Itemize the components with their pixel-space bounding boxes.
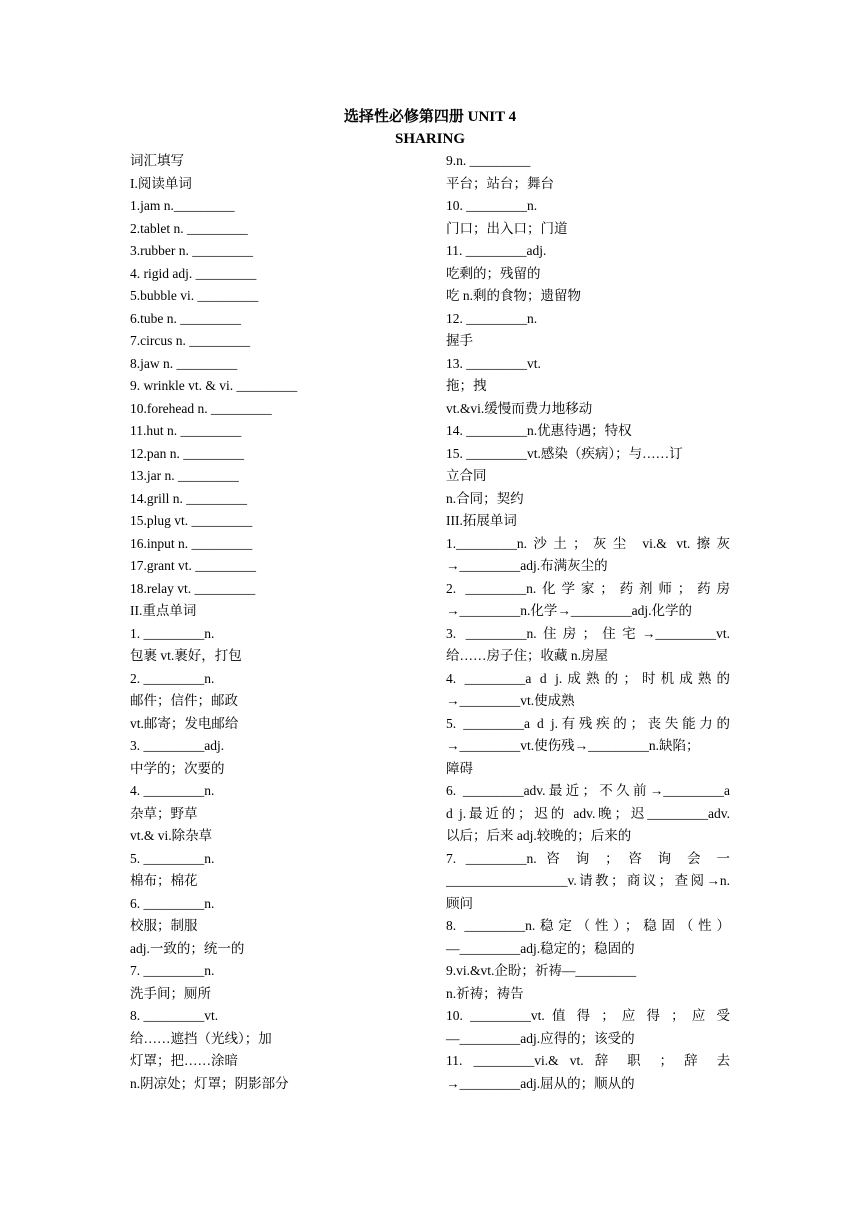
right-line: 8. _________n.稳定（性）；稳固（性）	[446, 918, 730, 933]
left-line: 7. _________n.	[130, 963, 215, 978]
right-line: →_________vt.使成熟	[446, 693, 575, 708]
right-line: 9.vi.&vt.企盼；祈祷—_________	[446, 963, 637, 978]
left-line: 1.jam n._________	[130, 198, 235, 213]
right-line: 顾问	[446, 895, 473, 911]
left-line: 14.grill n. _________	[130, 490, 247, 506]
right-line: —_________adj.稳定的；稳固的	[446, 940, 635, 956]
right-line: 门口；出入口；门道	[446, 220, 568, 236]
right-line: →_________n.化学→_________adj.化学的	[446, 603, 692, 618]
left-line: 给……遮挡（光线）；加	[130, 1030, 272, 1046]
right-line: 13. _________vt.	[446, 355, 541, 371]
left-line: 包裹 vt.裹好，打包	[130, 648, 242, 663]
left-line: 16.input n. _________	[130, 535, 253, 551]
right-line: III.拓展单词	[446, 513, 517, 528]
left-line: 中学的；次要的	[130, 760, 225, 776]
right-line: 吃 n.剩的食物；遗留物	[446, 288, 581, 303]
right-line: 10. _________n.	[446, 198, 538, 213]
right-line: 立合同	[446, 468, 487, 483]
right-line: →_________adj.布满灰尘的	[446, 558, 608, 573]
right-line: 5. _________a d j.有残疾的；丧失能力的	[446, 715, 730, 731]
left-line: 8.jaw n. _________	[130, 355, 238, 371]
left-line: 17.grant vt. _________	[130, 558, 256, 573]
right-line: 7. _________n. 咨 询 ； 咨 询 会 一	[446, 850, 730, 866]
right-line: 3. _________n.住房；住宅→_________vt.	[446, 625, 730, 641]
right-line: 4. _________a d j.成熟的；时机成熟的	[446, 670, 730, 686]
right-line: —_________adj.应得的；该受的	[446, 1030, 635, 1046]
left-line: I.阅读单词	[130, 175, 192, 191]
right-line: →_________vt.使伤残→_________n.缺陷；	[446, 738, 700, 753]
left-line: 6.tube n. _________	[130, 310, 241, 326]
left-line: 3. _________adj.	[130, 738, 225, 753]
right-line: 11. _________vi.& vt. 辞 职 ； 辞 去	[446, 1053, 730, 1068]
left-line: 杂草；野草	[130, 805, 198, 821]
left-line: adj.一致的；统一的	[130, 940, 245, 956]
left-line: 2. _________n.	[130, 670, 215, 686]
left-line: 校服；制服	[130, 918, 198, 933]
right-line: 10. _________vt. 值 得 ； 应 得 ； 应 受	[446, 1008, 730, 1023]
right-line: 9.n. _________	[446, 153, 531, 168]
right-line: __________________v.请教；商议；查阅→n.	[446, 873, 730, 888]
right-line: →_________adj.屈从的；顺从的	[446, 1075, 635, 1091]
left-line: 7.circus n. _________	[130, 333, 250, 348]
left-line: 2.tablet n. _________	[130, 220, 248, 236]
document-subtitle: SHARING	[394, 131, 465, 147]
left-line: 6. _________n.	[130, 895, 215, 911]
left-line: 5. _________n.	[130, 850, 215, 866]
left-column	[130, 150, 430, 1095]
left-line: 3.rubber n. _________	[130, 243, 253, 258]
right-line: 12. _________n.	[446, 310, 538, 326]
left-line: II.重点单词	[130, 603, 197, 618]
left-line: 灯罩；把……涂暗	[130, 1053, 238, 1068]
left-line: vt.邮寄；发电邮给	[130, 715, 239, 731]
right-line: 14. _________n.优惠待遇；特权	[446, 423, 632, 438]
left-line: n.阴凉处；灯罩；阴影部分	[130, 1075, 289, 1091]
document-title: 选择性必修第四册 UNIT 4	[343, 109, 517, 125]
right-line: n.祈祷；祷告	[446, 985, 524, 1001]
right-line: 握手	[446, 333, 473, 348]
right-line: 拖；拽	[446, 378, 487, 393]
right-line: 11. _________adj.	[446, 243, 547, 258]
left-line: 邮件；信件；邮政	[130, 693, 238, 708]
left-line: 词汇填写	[130, 153, 184, 168]
right-line: 以后；后来 adj.较晚的；后来的	[446, 828, 632, 843]
left-line: 12.pan n. _________	[130, 445, 244, 461]
left-line: 11.hut n. _________	[130, 423, 242, 438]
left-line: 1. _________n.	[130, 625, 215, 641]
right-line: 障碍	[446, 760, 473, 776]
left-line: 15.plug vt. _________	[130, 513, 253, 528]
left-line: 4. rigid adj. _________	[130, 265, 257, 281]
right-line: vt.&vi.缓慢而费力地移动	[446, 400, 593, 416]
right-line: 2. _________n.化学家；药剂师；药房	[446, 580, 730, 596]
right-line: 吃剩的；残留的	[446, 265, 541, 281]
right-line: 15. _________vt.感染（疾病）；与……订	[446, 445, 683, 461]
right-line: 1._________n.沙土；灰尘 vi.& vt.擦灰	[446, 535, 730, 551]
left-line: 棉布；棉花	[130, 873, 198, 888]
left-line: 8. _________vt.	[130, 1008, 219, 1023]
right-column	[446, 150, 730, 1095]
left-line: 洗手间；厕所	[130, 985, 211, 1001]
right-line: 平台；站台；舞台	[446, 175, 554, 191]
left-line: 13.jar n. _________	[130, 468, 239, 483]
left-line: 4. _________n.	[130, 783, 215, 798]
left-line: 5.bubble vi. _________	[130, 288, 259, 303]
left-line: vt.& vi.除杂草	[130, 828, 213, 843]
right-line: 6. _________adv.最近；不久前→_________a	[446, 783, 730, 798]
left-line: 9. wrinkle vt. & vi. _________	[130, 378, 298, 393]
right-line: 给……房子住；收藏 n.房屋	[446, 648, 608, 663]
right-line: n.合同；契约	[446, 490, 524, 506]
left-line: 10.forehead n. _________	[130, 400, 272, 416]
right-line: d j.最近的；迟的 adv.晚；迟_________adv.	[446, 805, 730, 821]
left-line: 18.relay vt. _________	[130, 580, 256, 596]
